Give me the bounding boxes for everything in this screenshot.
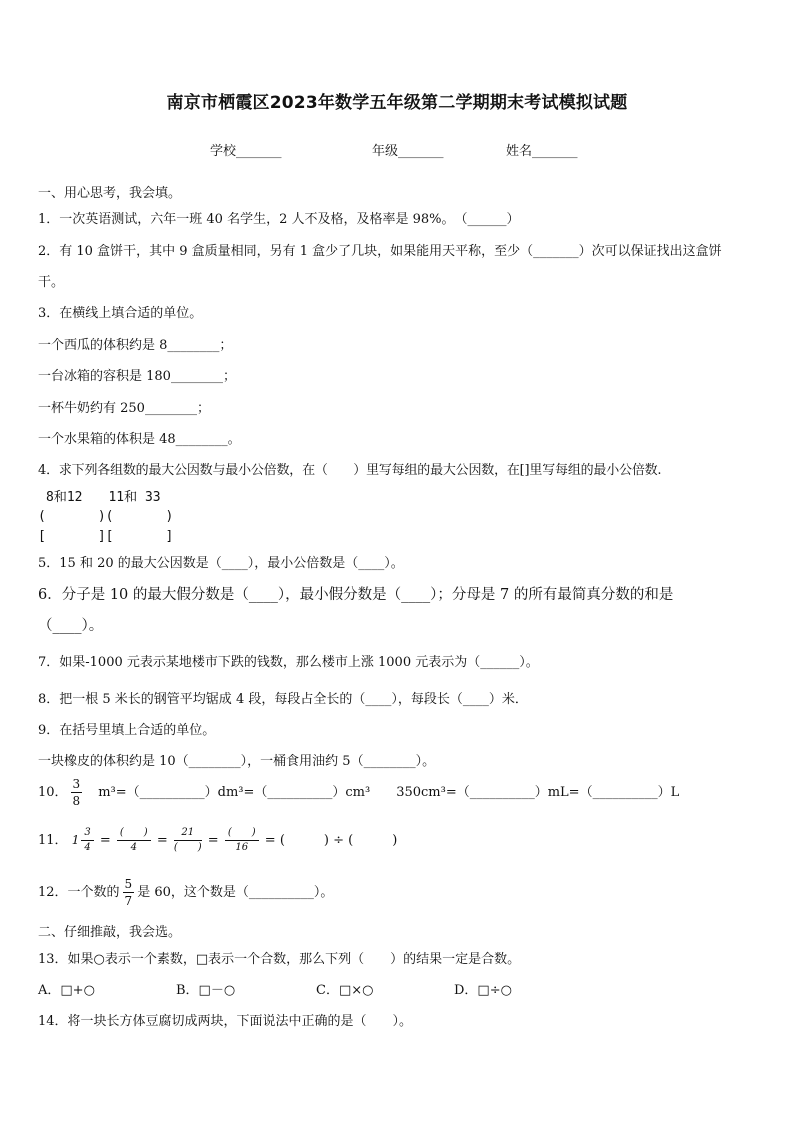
- question-1: 1．一次英语测试，六年一班 40 名学生，2 人不及格，及格率是 98%。 （______）: [38, 212, 520, 227]
- question-11-fraction-4: [225, 828, 259, 853]
- fraction-numerator: ( ): [225, 828, 259, 841]
- question-2-line-1: 2．有 10 盒饼干，其中 9 盒质量相同，另有 1 盒少了几块，如果能用天平称，至少（_______）次可以保证找出这盒饼: [38, 244, 722, 259]
- section-1-heading: 一、用心思考，我会填。: [38, 186, 182, 201]
- question-13-option-b: B．□－○: [176, 983, 236, 998]
- question-11-number: 11．: [38, 833, 68, 848]
- question-10-number: 10．: [38, 785, 68, 800]
- question-14: 14．将一块长方体豆腐切成两块，下面说法中正确的是（ ）。: [38, 1014, 413, 1029]
- question-7: 7．如果-1000 元表示某地楼市下跌的钱数，那么楼市上涨 1000 元表示为（______）。: [38, 655, 539, 670]
- question-3-item-d: 一个水果箱的体积是 48________。: [38, 432, 241, 447]
- question-12: [38, 878, 333, 907]
- fraction-denominator: ( ): [173, 842, 202, 853]
- fraction-numerator: 5: [124, 877, 133, 891]
- question-3-item-c: 一杯牛奶约有 250________；: [38, 401, 210, 416]
- question-13-option-c: C．□×○: [316, 983, 374, 998]
- question-3-item-b: 一台冰箱的容积是 180________；: [38, 369, 236, 384]
- fraction-numerator: ( ): [117, 828, 151, 841]
- question-11-fraction-2: [117, 828, 151, 853]
- fraction-denominator: 16: [235, 842, 249, 853]
- school-field: 学校_______: [210, 144, 282, 159]
- section-2-heading: 二、仔细推敲，我会选。: [38, 925, 182, 940]
- question-2-line-2: 干。: [38, 275, 65, 290]
- question-4: 4．求下列各组数的最大公因数与最小公倍数，在（ ）里写每组的最大公因数，在[]里写每组的最小公倍数.: [38, 463, 662, 478]
- question-13: 13．如果○表示一个素数，□表示一个合数，那么下列（ ）的结果一定是合数。: [38, 952, 521, 967]
- question-10: [38, 778, 679, 807]
- question-12-pre: 12．一个数的: [38, 885, 120, 900]
- question-6-line-1: 6．分子是 10 的最大假分数是（____），最小假分数是（____）；分母是 7 的所有最简真分数的和是: [38, 587, 674, 603]
- fraction-denominator: 4: [84, 842, 91, 853]
- grade-field: 年级_______: [372, 144, 444, 159]
- question-10-text: m³=（__________）dm³=（__________）cm³ 350cm³=（__________）mL=（__________）L: [85, 785, 680, 800]
- question-3: 3．在横线上填合适的单位。: [38, 306, 203, 321]
- fraction-denominator: 8: [72, 794, 81, 808]
- question-5: 5．15 和 20 的最大公因数是（____），最小公倍数是（____）。: [38, 556, 404, 571]
- question-9: 9．在括号里填上合适的单位。: [38, 723, 216, 738]
- fraction-numerator: 3: [72, 777, 81, 791]
- question-12-fraction: [123, 878, 135, 907]
- question-11-tail: = ( ) ÷ ( ): [264, 833, 398, 848]
- question-12-post: 是 60，这个数是（__________）。: [137, 885, 334, 900]
- question-6-line-2: （____）。: [38, 618, 104, 634]
- question-13-option-d: D．□÷○: [454, 983, 512, 998]
- fraction-denominator: 4: [130, 842, 137, 853]
- question-9-item: 一块橡皮的体积约是 10（________），一桶食用油约 5（________）。: [38, 754, 436, 769]
- question-11-whole: 1: [71, 833, 80, 847]
- question-13-option-a: A．□+○: [38, 983, 95, 998]
- question-11-mixed-fraction: [81, 828, 93, 853]
- question-8: 8．把一根 5 米长的钢管平均锯成 4 段，每段占全长的（____），每段长（____）米．: [38, 692, 528, 707]
- question-4-gcd-parens: ( )( ): [38, 509, 174, 524]
- page-title: 南京市栖霞区2023年数学五年级第二学期期末考试模拟试题: [166, 93, 628, 113]
- question-4-lcm-brackets: [ ][ ]: [38, 529, 174, 544]
- question-4-pairs: 8和12 11和 33: [46, 490, 161, 505]
- question-10-fraction: [71, 778, 83, 807]
- question-11: 11． 1 $\frac{3}{4}$ = ( ) 4 = 21 ( ) = ( ) 16 = ( ) ÷ ( ): [38, 827, 398, 853]
- fraction-numerator: 21: [174, 828, 202, 841]
- fraction-denominator: 7: [124, 894, 133, 908]
- name-field: 姓名_______: [506, 144, 578, 159]
- question-11-fraction-3: [174, 828, 202, 853]
- question-3-item-a: 一个西瓜的体积约是 8________；: [38, 338, 233, 353]
- fraction-numerator: 3: [81, 828, 93, 841]
